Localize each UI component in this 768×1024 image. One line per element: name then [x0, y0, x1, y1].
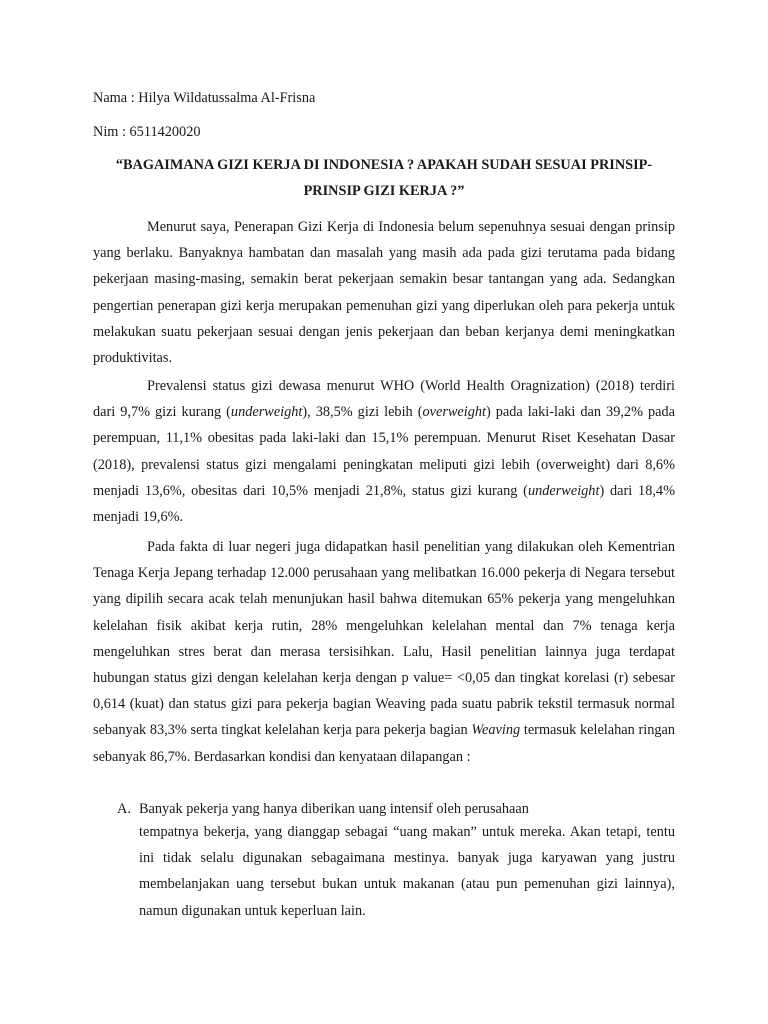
list-item-first-line: Banyak pekerja yang hanya diberikan uang intensif oleh perusahaan: [139, 801, 529, 817]
paragraph-text: ) dari 18,4% menjadi 19,6%.: [93, 482, 675, 526]
document-title-line-2: PRINSIP GIZI KERJA ?”: [303, 183, 465, 199]
list-marker: A.: [117, 801, 131, 817]
student-id: Nim : 6511420020: [93, 124, 201, 140]
author-name: Nama : Hilya Wildatussalma Al-Frisna: [93, 90, 316, 106]
list-item-body: tempatnya bekerja, yang dianggap sebagai “uang makan” untuk mereka. Akan tetapi, tentu ini tidak selalu digunakan sebagaimana mestinya. banyak juga karyawan yang justru membelanjakan uang tersebut bukan untuk makanan (atau pun pemenuhan gizi lainnya), namun digunakan untuk keperluan lain.: [139, 824, 675, 919]
paragraph-text: termasuk kelelahan ringan sebanyak 86,7%. Berdasarkan kondisi dan kenyataan dilapangan :: [93, 722, 675, 765]
paragraph-text: Prevalensi status gizi dewasa menurut WHO (World Health Oragnization) (2018) terdiri dari 9,7% gizi kurang (: [93, 378, 675, 421]
paragraph-text: ), 38,5% gizi lebih (: [302, 404, 423, 421]
italic-term: underweight: [230, 404, 303, 421]
italic-term: overweight: [422, 404, 487, 421]
paragraph-2: [93, 373, 675, 530]
document-title-line-1: “BAGAIMANA GIZI KERJA DI INDONESIA ? APAKAH SUDAH SESUAI PRINSIP-: [115, 157, 653, 173]
paragraph-3: [93, 534, 675, 770]
italic-term: underweight: [527, 482, 600, 499]
paragraph-text: Menurut saya, Penerapan Gizi Kerja di Indonesia belum sepenuhnya sesuai dengan prinsip yang berlaku. Banyaknya hambatan dan masalah yang masih ada pada gizi terutama pada bidang pekerjaan masing-masing, semakin berat pekerjaan semakin besar tantangan yang ada. Sedangkan pengertian penerapan gizi kerja merupakan pemenuhan gizi yang diperlukan oleh para pekerja untuk melakukan suatu pekerjaan sesuai dengan jenis pekerjaan dan beban kerjanya demi meningkatkan produktivitas.: [93, 219, 675, 367]
paragraph-text: ) pada laki-laki dan 39,2% pada perempuan, 11,1% obesitas pada laki-laki dan 15,1% perempuan. Menurut Riset Kesehatan Dasar (2018), prevalensi status gizi mengalami peningkatan meliputi gizi lebih (overweight) dari 8,6% menjadi 13,6%, obesitas dari 10,5% menjadi 21,8%, status gizi kurang (: [93, 404, 675, 499]
paragraph-1: [93, 214, 675, 371]
paragraph-text: Pada fakta di luar negeri juga didapatkan hasil penelitian yang dilakukan oleh Kementrian Tenaga Kerja Jepang terhadap 12.000 perusahaan yang melibatkan 16.000 pekerja di Negara tersebut yang dipilih secara acak telah menunjukan hasil bahwa ditemukan 65% pekerja yang mengeluhkan kelelahan fisik akibat kerja rutin, 28% mengeluhkan kelelahan mental dan 7% tenaga kerja mengeluhkan stres berat dan merasa tersisihkan. Lalu, Hasil penelitian lainnya juga terdapat hubungan status gizi dengan kelelahan kerja dengan p value= <0,05 dan tingkat korelasi (r) sebesar 0,614 (kuat) dan status gizi para pekerja bagian Weaving pada suatu pabrik tekstil termasuk normal sebanyak 83,3% serta tingkat kelelahan kerja para pekerja bagian: [93, 539, 675, 739]
italic-term: Weaving: [471, 722, 521, 739]
